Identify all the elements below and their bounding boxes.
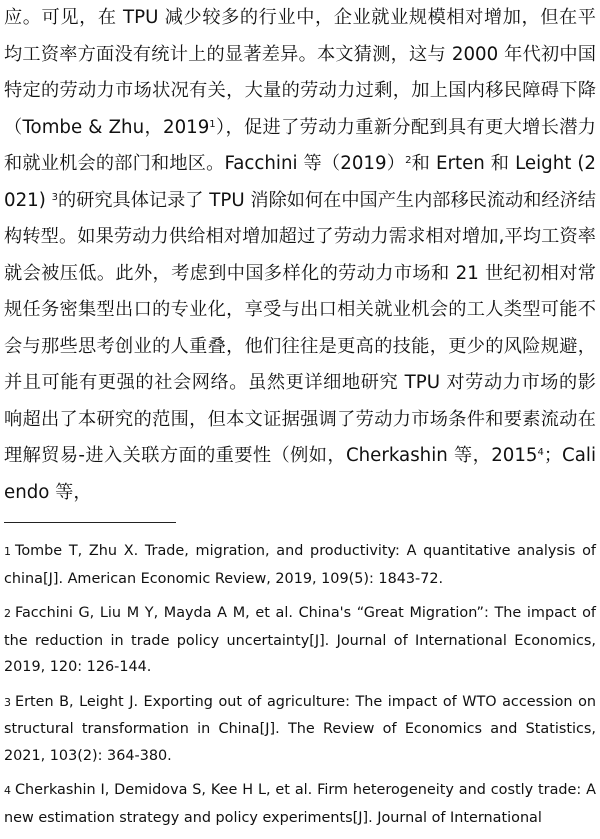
footnote-number: 4: [4, 784, 11, 797]
footnote-text: Tombe T, Zhu X. Trade, migration, and productivity: A quantitative analysis of china[J]. American Economic Review, 2019, 109(5): 1843-72.: [4, 543, 596, 587]
footnote-divider: [4, 522, 176, 523]
footnote-3: [4, 689, 596, 770]
footnote-list: [4, 538, 596, 839]
footnote-ref-4[interactable]: 4: [537, 447, 544, 458]
document-page: [4, 0, 596, 511]
body-paragraph: [4, 0, 596, 511]
body-text-segment: 的研究具体记录了 TPU 消除如何在中国产生内部移民流动和经济结构转型。如果劳动力供给相对增加超过了劳动力需求相对增加,平均工资率就会被压低。此外，考虑到中国多样化的劳动力市场和 21 世纪初相对常规任务密集型出口的专业化，享受与出口相关就业机会的工人类型可能不会与那些思考创业的人重叠，他们往往是更高的技能，更少的风险规避，并且可能有更强的社会网络。虽然更详细地研究 TPU 对劳动力市场的影响超出了本研究的范围，但本文证据强调了劳动力市场条件和要素流动在理解贸易-进入关联方面的重要性（例如，Cherkashin 等，2015: [4, 189, 596, 466]
body-text-segment: ；Caliendo 等，: [4, 445, 596, 503]
footnote-number: 3: [4, 695, 11, 709]
footnote-2: [4, 600, 596, 681]
footnote-4: [4, 777, 596, 831]
footnote-text: Facchini G, Liu M Y, Mayda A M, et al. China's “Great Migration”: The impact of the reduction in trade policy uncertainty[J]. Journal of International Economics, 2019, 120: 126-144.: [4, 605, 596, 675]
footnote-text: Cherkashin I, Demidova S, Kee H L, et al. Firm heterogeneity and costly trade: A new estimation strategy and policy experiments[J]. Journal of International: [4, 782, 596, 826]
footnote-ref-3[interactable]: 3: [51, 191, 58, 203]
footnote-ref-1[interactable]: 1: [209, 118, 216, 130]
body-text-segment: ），促进了劳动力重新分配到具有更大增长潜力和就业机会的部门和地区。Facchini 等（2019）: [4, 116, 596, 174]
body-text-segment: 应。可见，在 TPU 减少较多的行业中，企业就业规模相对增加，但在平均工资率方面没有统计上的显著差异。本文猜测，这与 2000 年代初中国特定的劳动力市场状况有关，大量的劳动力过剩，加上国内移民障碍下降（Tombe & Zhu，2019: [4, 7, 596, 138]
footnote-text: Erten B, Leight J. Exporting out of agriculture: The impact of WTO accession on structural transformation in China[J]. The Review of Economics and Statistics, 2021, 103(2): 364-380.: [4, 693, 596, 764]
footnote-number: 1: [4, 545, 11, 558]
footnote-ref-2[interactable]: 2: [405, 155, 412, 166]
body-text-segment: 和 Erten 和 Leight (2021): [4, 153, 596, 211]
footnote-number: 2: [4, 607, 11, 620]
footnote-1: [4, 538, 596, 592]
